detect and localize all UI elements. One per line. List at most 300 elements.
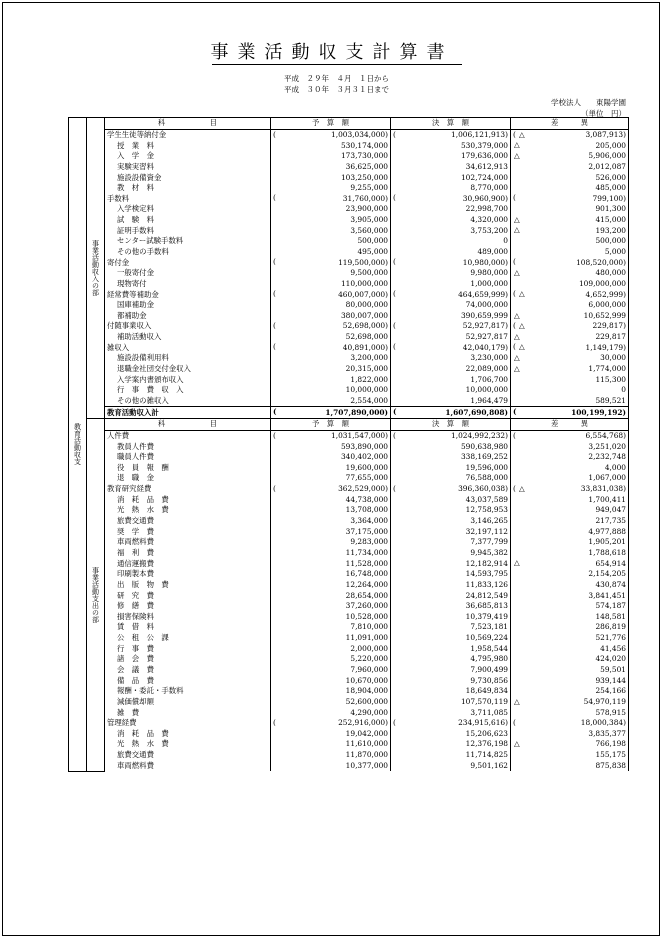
- expense-row: [69, 697, 629, 708]
- income-diff-triangle: △: [519, 342, 525, 352]
- expense-budget: [271, 441, 391, 452]
- income-subject: 試 験 料: [105, 215, 271, 226]
- income-diff-value: 115,300: [595, 374, 626, 384]
- organization-name: 学校法人 東陽学園: [551, 98, 626, 107]
- period-to: 平成 ３０年 ３月３１日まで: [284, 85, 389, 94]
- expense-budget: [271, 750, 391, 761]
- expense-diff-value: 578,915: [595, 707, 626, 717]
- expense-actual-value: 11,714,825: [465, 750, 508, 760]
- income-actual: [391, 279, 511, 290]
- income-diff-paren: (: [513, 321, 516, 331]
- expense-subject: 公 租 公 課: [105, 633, 271, 644]
- income-diff-value: 30,000: [600, 353, 626, 363]
- income-actual-paren: (: [393, 193, 396, 203]
- expense-actual-value: 1,024,992,232): [451, 430, 508, 440]
- income-budget-value: 1,822,000: [350, 374, 388, 384]
- income-subject: 退職金社団交付金収入: [105, 364, 271, 375]
- expense-row: [69, 463, 629, 474]
- income-budget-value: 31,760,000): [342, 193, 388, 203]
- income-row: [69, 279, 629, 290]
- expense-actual-value: 10,569,224: [465, 633, 508, 643]
- income-diff: [511, 268, 629, 279]
- income-diff: [511, 321, 629, 332]
- expense-diff-value: 1,700,411: [588, 494, 626, 504]
- expense-diff: [511, 643, 629, 654]
- period-from: 平成 ２９年 ４月 １日から: [284, 74, 389, 83]
- expense-row: [69, 601, 629, 612]
- income-actual-value: 530,379,000: [460, 140, 508, 150]
- income-diff: [511, 151, 629, 162]
- income-subject: 証明手数料: [105, 225, 271, 236]
- income-budget: [271, 225, 391, 236]
- expense-actual-value: 76,588,000: [465, 473, 508, 483]
- expense-diff-value: 1,067,000: [588, 473, 626, 483]
- income-diff-triangle: △: [519, 289, 525, 299]
- income-budget: [271, 236, 391, 247]
- expense-diff-value: 521,776: [595, 633, 626, 643]
- expense-diff-triangle: △: [519, 483, 525, 493]
- expense-actual-value: 15,206,623: [465, 728, 508, 738]
- expense-row: [69, 729, 629, 740]
- income-diff-triangle: △: [514, 214, 520, 224]
- expense-diff-value: 155,175: [595, 750, 626, 760]
- expense-budget-value: 77,655,000: [345, 473, 388, 483]
- income-diff-triangle: △: [514, 267, 520, 277]
- expense-budget: [271, 697, 391, 708]
- income-budget: [271, 311, 391, 322]
- expense-subject: 福 利 費: [105, 548, 271, 559]
- expense-budget: [271, 601, 391, 612]
- expense-subject: 備 品 費: [105, 675, 271, 686]
- expense-actual-value: 396,360,038): [458, 484, 508, 494]
- expense-diff: [511, 569, 629, 580]
- income-budget-paren: (: [273, 193, 276, 203]
- header-actual: 決 算 額: [391, 418, 511, 430]
- expense-actual-value: 7,900,499: [470, 664, 508, 674]
- expense-diff-value: 1,905,201: [588, 537, 626, 547]
- section-income-text: 事業活動収入の部: [91, 239, 100, 296]
- expense-diff-triangle: △: [514, 558, 520, 568]
- expense-subject: 人件費: [105, 430, 271, 441]
- income-actual: [391, 353, 511, 364]
- income-diff: [511, 193, 629, 204]
- expense-row: [69, 654, 629, 665]
- expense-row: [69, 739, 629, 750]
- expense-budget-value: 52,600,000: [345, 696, 388, 706]
- income-budget: [271, 257, 391, 268]
- income-budget: [271, 279, 391, 290]
- income-subject: 授 業 料: [105, 140, 271, 151]
- income-budget-value: 495,000: [357, 247, 388, 256]
- income-actual: [391, 193, 511, 204]
- income-diff: [511, 300, 629, 311]
- expense-row: [69, 633, 629, 644]
- expense-diff: [511, 729, 629, 740]
- income-diff-triangle: △: [519, 129, 525, 139]
- income-actual: [391, 385, 511, 396]
- expense-row: [69, 484, 629, 495]
- header-budget: 予 算 額: [271, 418, 391, 430]
- expense-diff: [511, 654, 629, 665]
- income-diff-triangle: △: [514, 331, 520, 341]
- expense-actual: [391, 516, 511, 527]
- expense-subject: 修 繕 費: [105, 601, 271, 612]
- expense-diff: [511, 537, 629, 548]
- income-budget: [271, 300, 391, 311]
- income-budget-value: 80,000,000: [345, 300, 388, 310]
- expense-budget-value: 9,283,000: [350, 537, 388, 547]
- expense-diff-value: 2,232,748: [588, 452, 626, 462]
- income-subject: 施設設備資金: [105, 172, 271, 183]
- expense-budget-value: 11,734,000: [345, 547, 388, 557]
- income-actual: [391, 162, 511, 173]
- expense-budget: [271, 526, 391, 537]
- expense-diff: [511, 505, 629, 516]
- income-diff-paren: (: [513, 257, 516, 267]
- expense-row: [69, 473, 629, 484]
- income-subject: 経常費等補助金: [105, 289, 271, 300]
- income-diff-value: 5,000: [604, 247, 626, 256]
- expense-subject: 旅費交通費: [105, 750, 271, 761]
- expense-row: [69, 718, 629, 729]
- expense-subject: 退 職 金: [105, 473, 271, 484]
- expense-subject: 損害保険料: [105, 611, 271, 622]
- expense-budget-value: 18,904,000: [345, 686, 388, 696]
- income-budget-value: 380,007,000: [340, 310, 388, 320]
- income-actual-value: 3,230,000: [470, 353, 508, 363]
- income-row: [69, 215, 629, 226]
- unit-label: （単位 円）: [581, 109, 626, 118]
- expense-row: [69, 760, 629, 771]
- income-diff-value: 1,149,179): [585, 342, 626, 352]
- expense-subject: 行 事 費: [105, 643, 271, 654]
- expense-row: [69, 516, 629, 527]
- expense-actual: [391, 739, 511, 750]
- income-total-diff-paren: (: [513, 407, 517, 417]
- income-actual: [391, 183, 511, 194]
- income-diff: [511, 225, 629, 236]
- income-diff: [511, 129, 629, 140]
- expense-budget: [271, 452, 391, 463]
- income-budget: [271, 289, 391, 300]
- expense-budget-value: 252,916,000): [338, 718, 388, 728]
- income-row: [69, 374, 629, 385]
- expense-budget: [271, 739, 391, 750]
- income-row: [69, 151, 629, 162]
- expense-budget-value: 10,377,000: [345, 760, 388, 770]
- income-total-actual-paren: (: [393, 407, 397, 417]
- expense-subject: 印刷製本費: [105, 569, 271, 580]
- expense-budget-value: 11,528,000: [345, 558, 388, 568]
- section-outer-label: [69, 118, 87, 772]
- expense-actual: [391, 729, 511, 740]
- expense-budget: [271, 558, 391, 569]
- income-budget: [271, 193, 391, 204]
- expense-diff-value: 3,841,451: [588, 590, 626, 600]
- expense-budget: [271, 707, 391, 718]
- income-diff: [511, 204, 629, 215]
- expense-actual-value: 3,146,265: [470, 516, 508, 526]
- income-row: [69, 129, 629, 140]
- expense-budget-value: 11,870,000: [345, 750, 388, 760]
- expense-actual: [391, 611, 511, 622]
- expense-diff: [511, 675, 629, 686]
- income-budget-value: 20,315,000: [345, 364, 388, 374]
- expense-diff: [511, 760, 629, 771]
- income-diff-triangle: △: [519, 321, 525, 331]
- income-diff-value: 205,000: [595, 140, 626, 150]
- income-actual-value: 4,320,000: [470, 215, 508, 225]
- section-expense-text: 事業活動支出の部: [91, 566, 100, 623]
- income-diff: [511, 311, 629, 322]
- income-diff-triangle: △: [514, 353, 520, 363]
- income-budget: [271, 204, 391, 215]
- income-diff: [511, 353, 629, 364]
- expense-actual-value: 590,638,980: [460, 441, 508, 451]
- expense-actual-value: 1,958,544: [470, 643, 508, 653]
- income-row: [69, 247, 629, 258]
- income-row: [69, 332, 629, 343]
- expense-row: [69, 707, 629, 718]
- expense-actual: [391, 505, 511, 516]
- income-diff-value: 2,012,087: [588, 161, 626, 171]
- income-budget-paren: (: [273, 289, 276, 299]
- expense-budget: [271, 590, 391, 601]
- expense-budget: [271, 473, 391, 484]
- expense-actual: [391, 697, 511, 708]
- income-diff-value: 229,817: [595, 332, 626, 342]
- income-budget: [271, 332, 391, 343]
- expense-subject: 光 熱 水 費: [105, 739, 271, 750]
- expense-budget-value: 10,670,000: [345, 675, 388, 685]
- expense-diff-value: 3,835,377: [588, 728, 626, 738]
- income-budget-value: 500,000: [357, 236, 388, 246]
- income-subject: 施設設備利用料: [105, 353, 271, 364]
- expense-diff-value: 1,788,618: [588, 547, 626, 557]
- expense-actual: [391, 430, 511, 441]
- expense-actual-value: 7,377,799: [470, 537, 508, 547]
- expense-actual-paren: (: [393, 430, 396, 440]
- income-diff: [511, 279, 629, 290]
- expense-actual-value: 19,596,000: [465, 462, 508, 472]
- expense-budget: [271, 633, 391, 644]
- expense-budget-paren: (: [273, 717, 276, 727]
- income-row: [69, 257, 629, 268]
- expense-actual: [391, 601, 511, 612]
- income-subject: 教 材 料: [105, 183, 271, 194]
- expense-diff: [511, 430, 629, 441]
- income-subject: 寄付金: [105, 257, 271, 268]
- expense-budget-value: 593,890,000: [340, 441, 388, 451]
- income-diff: [511, 140, 629, 151]
- expense-actual-value: 9,501,162: [470, 760, 508, 770]
- income-diff-value: 5,906,000: [588, 151, 626, 161]
- expense-actual-value: 18,649,834: [465, 686, 508, 696]
- income-actual-value: 30,960,900): [462, 193, 508, 203]
- expense-actual: [391, 750, 511, 761]
- expense-diff: [511, 484, 629, 495]
- income-actual-value: 1,000,000: [470, 278, 508, 288]
- income-actual-value: 179,636,000: [460, 151, 508, 161]
- income-row: [69, 268, 629, 279]
- income-budget: [271, 151, 391, 162]
- income-budget-value: 103,250,000: [340, 172, 388, 182]
- income-diff-paren: (: [513, 129, 516, 139]
- income-diff-value: 108,520,000): [576, 257, 626, 267]
- income-subject: 一般寄付金: [105, 268, 271, 279]
- expense-actual-value: 338,169,252: [460, 452, 508, 462]
- income-budget-paren: (: [273, 321, 276, 331]
- expense-diff: [511, 548, 629, 559]
- expense-budget-value: 362,529,000): [338, 484, 388, 494]
- income-actual-value: 390,659,999: [460, 310, 508, 320]
- expense-budget-value: 11,610,000: [345, 739, 388, 749]
- income-diff: [511, 342, 629, 353]
- expense-diff-value: 217,735: [595, 516, 626, 526]
- header-diff: 差 異: [511, 118, 629, 130]
- expense-budget-value: 16,748,000: [345, 569, 388, 579]
- expense-budget: [271, 463, 391, 474]
- expense-diff: [511, 707, 629, 718]
- expense-actual: [391, 707, 511, 718]
- expense-subject: 賃 借 料: [105, 622, 271, 633]
- income-budget: [271, 140, 391, 151]
- expense-row: [69, 537, 629, 548]
- expense-budget: [271, 729, 391, 740]
- expense-budget: [271, 718, 391, 729]
- income-actual-value: 52,927,817: [465, 332, 508, 342]
- expense-budget: [271, 686, 391, 697]
- income-diff-value: 480,000: [595, 268, 626, 278]
- expense-subject: 車両燃料費: [105, 760, 271, 771]
- income-subject: 入学案内書頒布収入: [105, 374, 271, 385]
- expense-actual: [391, 590, 511, 601]
- income-actual-paren: (: [393, 321, 396, 331]
- income-budget: [271, 353, 391, 364]
- expense-row: [69, 430, 629, 441]
- document-title: 事業活動収支計算書: [210, 42, 454, 63]
- statement-table: [68, 117, 629, 772]
- income-actual-paren: (: [393, 129, 396, 139]
- expense-row: [69, 569, 629, 580]
- expense-row: [69, 665, 629, 676]
- expense-budget: [271, 643, 391, 654]
- income-actual-paren: (: [393, 342, 396, 352]
- expense-diff: [511, 633, 629, 644]
- expense-actual-value: 234,915,616): [458, 718, 508, 728]
- income-actual: [391, 129, 511, 140]
- expense-subject: 教員人件費: [105, 441, 271, 452]
- income-budget: [271, 321, 391, 332]
- income-actual: [391, 289, 511, 300]
- expense-diff-value: 424,020: [595, 654, 626, 664]
- section-expense-label: [87, 418, 105, 771]
- expense-subject: 報酬・委託・手数料: [105, 686, 271, 697]
- income-actual: [391, 151, 511, 162]
- expense-actual: [391, 760, 511, 771]
- expense-budget-value: 10,528,000: [345, 611, 388, 621]
- income-diff-value: 526,000: [595, 172, 626, 182]
- income-actual-paren: (: [393, 289, 396, 299]
- income-diff: [511, 236, 629, 247]
- income-diff-value: 193,200: [595, 225, 626, 235]
- expense-actual: [391, 494, 511, 505]
- expense-diff: [511, 452, 629, 463]
- expense-diff-paren: (: [513, 483, 516, 493]
- income-total-subject: 教育活動収入計: [105, 407, 271, 419]
- income-budget: [271, 268, 391, 279]
- expense-budget: [271, 760, 391, 771]
- income-actual: [391, 311, 511, 322]
- expense-budget: [271, 430, 391, 441]
- expense-diff-triangle: △: [514, 696, 520, 706]
- expense-diff-value: 254,166: [595, 686, 626, 696]
- income-subject: 補助活動収入: [105, 332, 271, 343]
- expense-budget-value: 1,031,547,000): [331, 430, 388, 440]
- expense-subject: 出 版 物 費: [105, 580, 271, 591]
- expense-subject: 通信運搬費: [105, 558, 271, 569]
- expense-diff: [511, 739, 629, 750]
- expense-budget-value: 44,738,000: [345, 494, 388, 504]
- expense-row: [69, 611, 629, 622]
- expense-budget-paren: (: [273, 483, 276, 493]
- income-row: [69, 140, 629, 151]
- expense-subject: 減価償却額: [105, 697, 271, 708]
- expense-actual: [391, 441, 511, 452]
- income-actual: [391, 172, 511, 183]
- expense-budget: [271, 675, 391, 686]
- expense-diff-paren: (: [513, 430, 516, 440]
- income-actual: [391, 247, 511, 258]
- income-budget-value: 36,625,000: [345, 161, 388, 171]
- income-budget: [271, 385, 391, 396]
- expense-subject: 研 究 費: [105, 590, 271, 601]
- income-budget: [271, 342, 391, 353]
- expense-row: [69, 526, 629, 537]
- expense-actual: [391, 484, 511, 495]
- income-actual-value: 10,980,000): [462, 257, 508, 267]
- income-row: [69, 172, 629, 183]
- income-diff: [511, 257, 629, 268]
- income-row: [69, 204, 629, 215]
- income-diff-value: 485,000: [595, 183, 626, 193]
- expense-actual: [391, 675, 511, 686]
- expense-actual: [391, 643, 511, 654]
- expense-diff: [511, 473, 629, 484]
- expense-actual: [391, 633, 511, 644]
- expense-actual: [391, 548, 511, 559]
- expense-actual-value: 43,037,589: [465, 494, 508, 504]
- expense-diff: [511, 494, 629, 505]
- expense-budget-value: 4,290,000: [350, 707, 388, 717]
- income-actual-value: 42,040,179): [462, 342, 508, 352]
- income-budget-paren: (: [273, 129, 276, 139]
- expense-budget-value: 7,810,000: [350, 622, 388, 632]
- income-subject: 現物寄付: [105, 279, 271, 290]
- expense-actual-value: 4,795,980: [470, 654, 508, 664]
- expense-diff: [511, 516, 629, 527]
- income-actual-value: 1,006,121,913): [451, 129, 508, 139]
- expense-row: [69, 441, 629, 452]
- expense-row: [69, 675, 629, 686]
- income-actual-value: 10,000,000: [465, 385, 508, 395]
- income-row: [69, 289, 629, 300]
- expense-actual-value: 11,833,126: [465, 579, 508, 589]
- expense-diff-value: 949,047: [595, 505, 626, 515]
- expense-diff-value: 939,144: [595, 675, 626, 685]
- income-diff: [511, 183, 629, 194]
- income-actual: [391, 225, 511, 236]
